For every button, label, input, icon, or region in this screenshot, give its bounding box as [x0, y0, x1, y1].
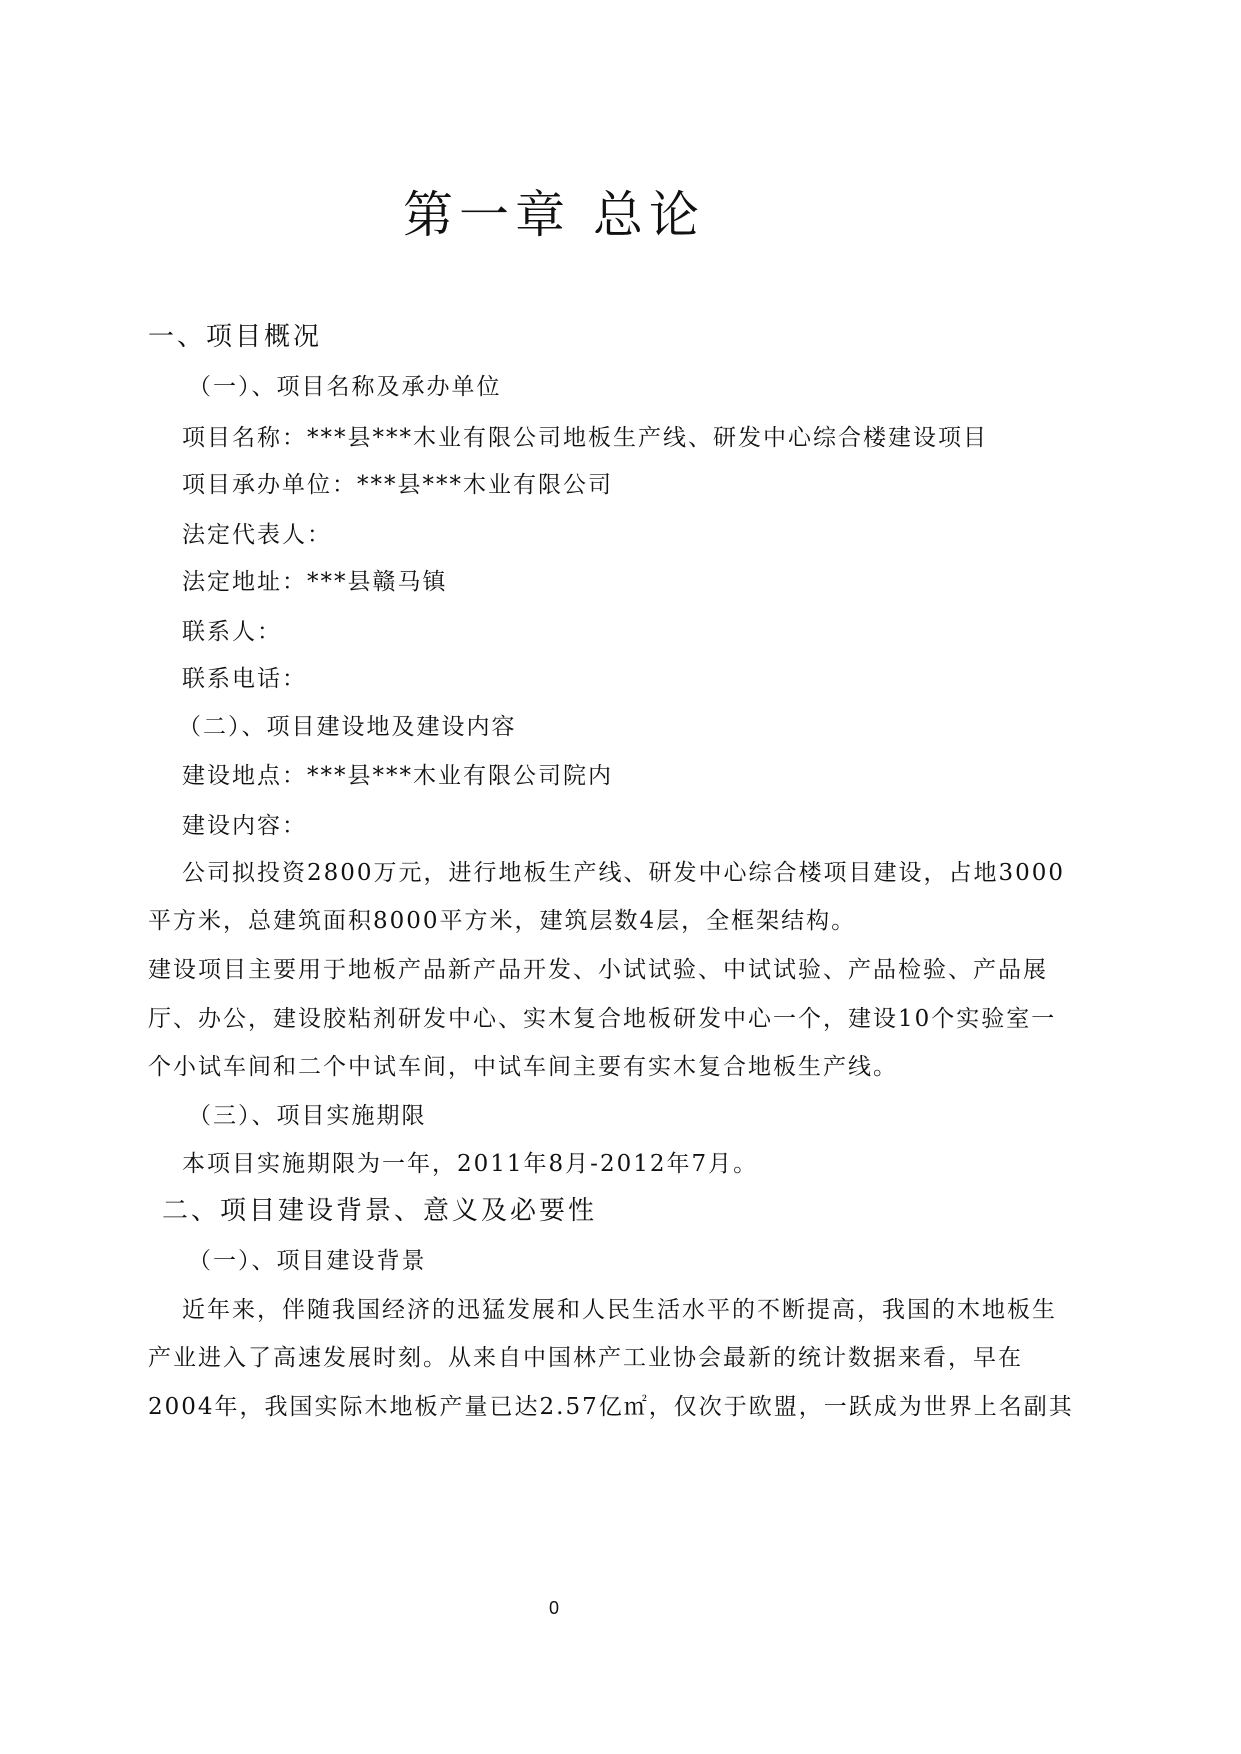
section-heading-1: 一、项目概况 [148, 322, 323, 352]
body-line: 建设内容： [182, 813, 307, 839]
body-line: 联系电话： [182, 666, 307, 692]
body-line: 法定代表人： [182, 522, 332, 548]
subsection-heading: （二）、项目建设地及建设内容 [178, 714, 517, 740]
body-line: 个小试车间和二个中试车间，中试车间主要有实木复合地板生产线。 [148, 1054, 898, 1080]
chapter-title: 第一章 总论 [403, 186, 705, 244]
section-heading-2: 二、项目建设背景、意义及必要性 [162, 1196, 598, 1226]
subsection-heading: （一）、项目建设背景 [188, 1248, 427, 1274]
body-line: 产业进入了高速发展时刻。从来自中国林产工业协会最新的统计数据来看，早在 [148, 1345, 1023, 1371]
body-line: 2004年，我国实际木地板产量已达2.57亿㎡，仅次于欧盟，一跃成为世界上名副其 [148, 1394, 1074, 1420]
page-number: 0 [548, 1598, 559, 1618]
body-line: 厅、办公，建设胶粘剂研发中心、实木复合地板研发中心一个，建设10个实验室一 [148, 1006, 1057, 1032]
body-line: 平方米，总建筑面积8000平方米，建筑层数4层，全框架结构。 [148, 908, 857, 934]
body-line: 公司拟投资2800万元，进行地板生产线、研发中心综合楼项目建设，占地3000 [182, 860, 1066, 886]
body-line: 法定地址：***县赣马镇 [182, 569, 448, 595]
body-line: 项目名称：***县***木业有限公司地板生产线、研发中心综合楼建设项目 [182, 425, 988, 451]
body-line: 建设地点：***县***木业有限公司院内 [182, 763, 613, 789]
subsection-heading: （一）、项目名称及承办单位 [188, 374, 502, 400]
body-line: 联系人： [182, 619, 282, 645]
body-line: 建设项目主要用于地板产品新产品开发、小试试验、中试试验、产品检验、产品展 [148, 957, 1048, 983]
body-line: 本项目实施期限为一年，2011年8月-2012年7月。 [182, 1151, 759, 1177]
body-line: 近年来，伴随我国经济的迅猛发展和人民生活水平的不断提高，我国的木地板生 [182, 1297, 1057, 1323]
body-line: 项目承办单位：***县***木业有限公司 [182, 472, 613, 498]
subsection-heading: （三）、项目实施期限 [188, 1103, 427, 1129]
